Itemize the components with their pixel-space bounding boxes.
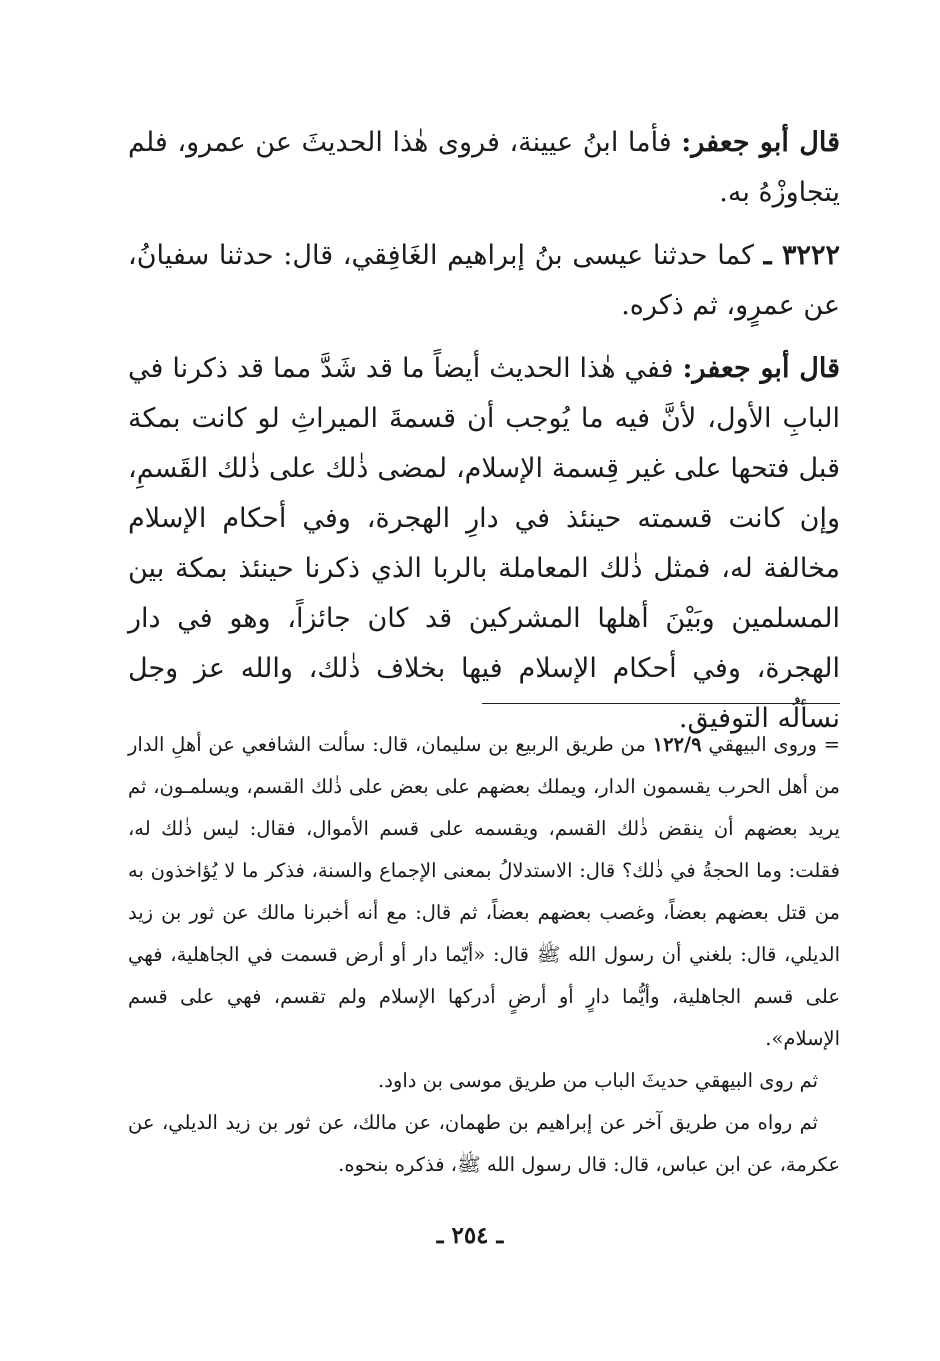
paragraph-lead: قال أبو جعفر: (682, 353, 840, 384)
footnote-2: ثم روى البيهقي حديثَ الباب من طريق موسى بن داود. (378, 1069, 818, 1092)
paragraph-lead: قال أبو جعفر: (681, 127, 840, 158)
footnotes (128, 724, 840, 1186)
main-text (128, 118, 840, 744)
footnote-body: من طريق الربيع بن سليمان، قال: سألت الشافعي عن أهلِ الدار من أهل الحرب يقسمون الدار، ويملك بعضهم على بعض على ذٰلك القسم، ويسلمـون، ثم يريد بعضهم أن ينقض ذٰلك القسم، ويقسمه على قسم الأموال، فقال: ليس ذٰلك له، فقلت: وما الحجةُ في ذٰلك؟ قال: الاستدلالُ بمعنى الإجماع والسنة، فذكر ما لا يُؤاخذون به من قتل بعضهم بعضاً، وغصب بعضهم بعضاً، ثم قال: مع أنه أخبرنا مالك عن ثور بن زيد الديلي، قال: بلغني أن رسول الله ﷺ قال: «أيّما دار أو أرض قسمت في الجاهلية، فهي على قسم الجاهلية، وأيُّما دارٍ أو أرضٍ أدركها الإسلام ولم تقسم، فهي على قسم الإسلام». (128, 733, 840, 1050)
paragraph-3 (128, 344, 840, 744)
footnote-pre: = وروى البيهقي (701, 733, 840, 756)
footnote-ref: ١٢٢/٩ (652, 733, 702, 756)
paragraph-1 (128, 118, 840, 218)
paragraph-body: كما حدثنا عيسى بنُ إبراهيم الغَافِقي، قال: حدثنا سفيانُ، عن عمرٍو، ثم ذكره. (128, 240, 840, 321)
paragraph-body: ففي هٰذا الحديث أيضاً ما قد شَدَّ مما قد ذكرنا في البابِ الأول، لأنَّ فيه ما يُوجب أن قسمةَ الميراثِ لو كانت بمكة قبل فتحها على غير قِسمة الإسلام، لمضى ذٰلك على ذٰلك القَسمِ، وإن كانت قسمته حينئذ في دارِ الهجرة، وفي أحكام الإسلام مخالفة له، فمثل ذٰلك المعاملة بالربا الذي ذكرنا حينئذ بمكة بين المسلمين وبَيْنَ أهلها المشركين قد كان جائزاً، وهو في دار الهجرة، وفي أحكام الإسلام فيها بخلاف ذٰلك، والله عز وجل نسألُه التوفيق. (128, 353, 840, 734)
footnote-divider (482, 703, 840, 704)
hadith-number: ٣٢٢٢ ـ (763, 240, 840, 271)
paragraph-2 (128, 231, 840, 331)
footnote-3: ثم رواه من طريق آخر عن إبراهيم بن طهمان، عن مالك، عن ثور بن زيد الديلي، عن عكرمة، عن ابن عباس، قال: قال رسول الله ﷺ، فذكره بنحوه. (128, 1111, 840, 1176)
footnote-1 (128, 724, 840, 1060)
paragraph-body: فأما ابنُ عيينة، فروى هٰذا الحديثَ عن عمرو، فلم يتجاوزْهُ به. (128, 127, 840, 208)
page-number: ـ ٢٥٤ ـ (436, 1222, 504, 1249)
